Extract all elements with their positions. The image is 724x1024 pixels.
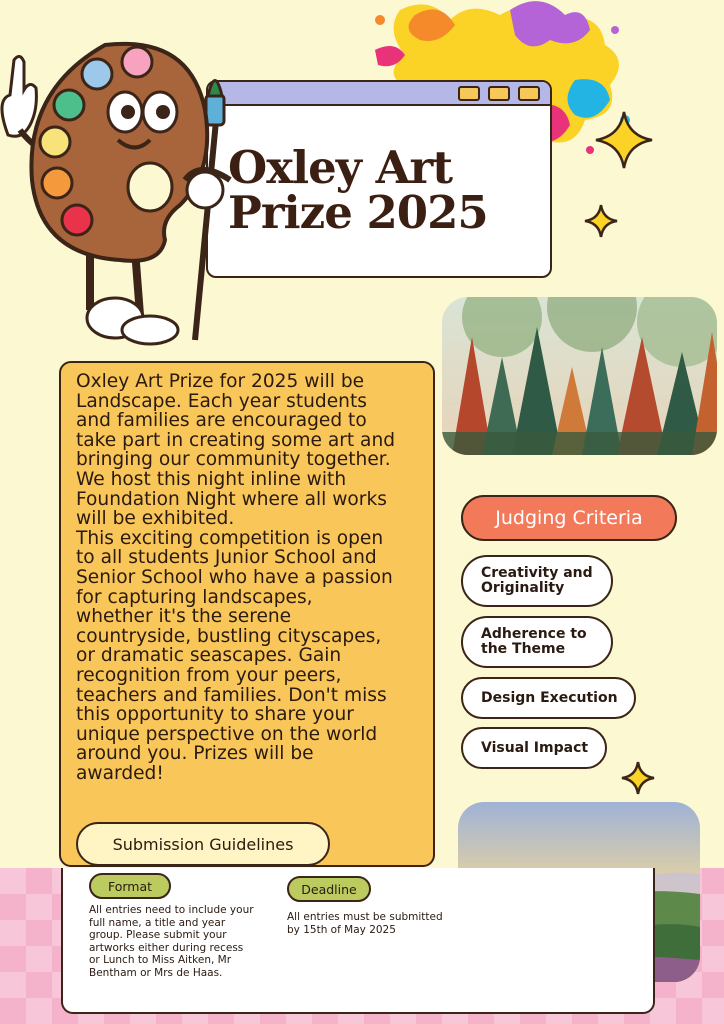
criteria-item: Design Execution <box>461 677 636 719</box>
sparkle-icon <box>594 110 654 170</box>
page-title <box>228 141 538 239</box>
minimize-icon <box>458 86 480 101</box>
window-titlebar <box>208 82 550 106</box>
deadline-text: All entries must be submitted by 15th of May 2025 <box>287 911 443 936</box>
description-text: Oxley Art Prize for 2025 will be Landscape. Each year students and families are encouraged to take part in creating some art and bringing our community together. We host this night inline with Foundation Night where all works will be exhibited. This exciting competition is open to all students Junior School and Senior School who have a passion for capturing landscapes, whether it's the serene countryside, bustling cityscapes, or dramatic seascapes. Gain recognition from your peers, teachers and families. Don't miss this opportunity to share your unique perspective on the world around you. Prizes will be awarded! <box>76 371 396 784</box>
sparkle-icon <box>620 760 656 796</box>
criteria-item: Adherence to the Theme <box>461 616 613 668</box>
deadline-badge: Deadline <box>287 876 371 902</box>
format-badge: Format <box>89 873 171 899</box>
forest-painting-image <box>442 297 717 455</box>
criteria-item: Creativity and Originality <box>461 555 613 607</box>
palette-mascot-icon <box>0 40 250 355</box>
title-line-1: Oxley Art <box>228 141 452 194</box>
criteria-item: Visual Impact <box>461 727 607 769</box>
format-text: All entries need to include your full name, a title and year group. Please submit your artworks either during recess or Lunch to Miss Aitken, Mr Bentham or Mrs de Haas. <box>89 904 254 979</box>
submission-guidelines-button[interactable]: Submission Guidelines <box>76 822 330 866</box>
maximize-icon <box>488 86 510 101</box>
title-line-2: Prize 2025 <box>228 186 488 239</box>
judging-criteria-heading: Judging Criteria <box>461 495 677 541</box>
close-icon <box>518 86 540 101</box>
sparkle-icon <box>583 203 619 239</box>
